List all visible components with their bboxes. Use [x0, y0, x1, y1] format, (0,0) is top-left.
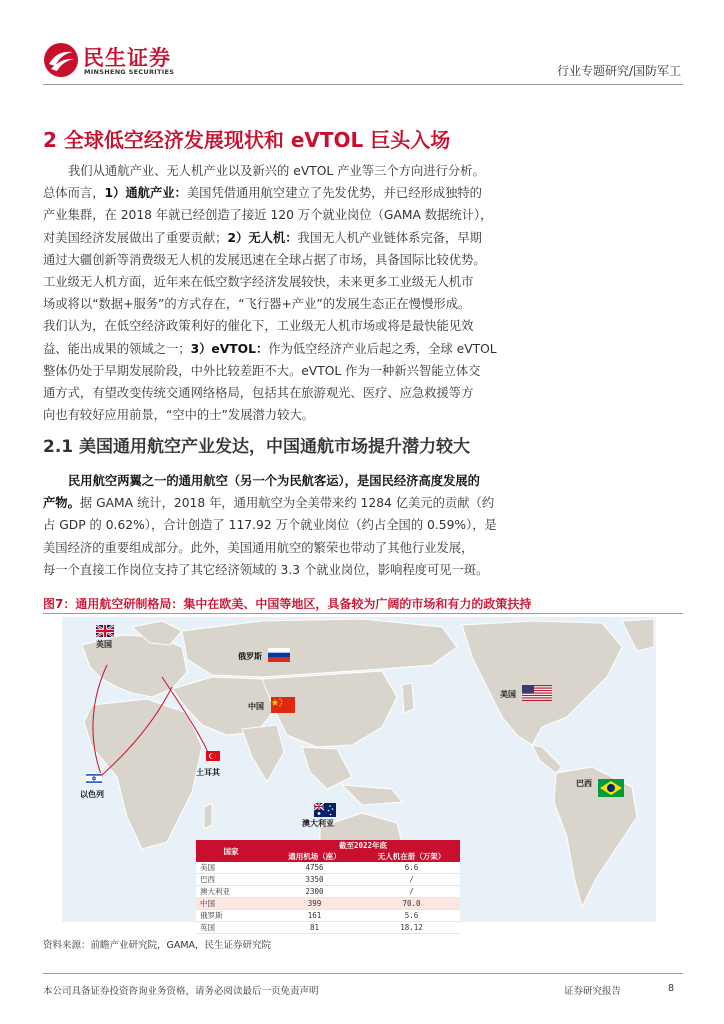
paragraph-line: 占 GDP 的 0.62%），合计创造了 117.92 万个就业岗位（约占全国的 0.59%），是: [43, 518, 497, 533]
paragraph-line: 工业级无人机方面，近年来在低空数字经济发展较快，未来更多工业级无人机市: [43, 275, 474, 290]
table-cell-country: 澳大利亚: [196, 886, 266, 898]
table-cell-airports: 4756: [266, 862, 363, 874]
figure-source: 资料来源：前瞻产业研究院，GAMA，民生证券研究院: [43, 940, 272, 951]
paragraph-line: 我们从通航产业、无人机产业以及新兴的 eVTOL 产业等三个方向进行分析。: [68, 164, 485, 178]
table-row: [196, 922, 460, 934]
paragraph-line: 通过大疆创新等消费级无人机的发展迅速在全球占据了市场，具备国际比较优势。: [43, 252, 486, 267]
logo-chinese-name: 民生证券: [83, 46, 171, 70]
paragraph-line: 对美国经济发展做出了重要贡献；2）无人机：我国无人机产业链体系完备，早期: [43, 230, 482, 245]
paragraph-line: 我们认为，在低空经济政策利好的催化下，工业级无人机市场或将是最快能见效: [43, 319, 474, 334]
table-row: [196, 886, 460, 898]
label-australia: 澳大利亚: [302, 819, 334, 828]
logo-english-name: MINSHENG SECURITIES: [84, 68, 175, 76]
minsheng-logo-icon: [43, 42, 79, 78]
table-cell-drones: /: [363, 886, 460, 898]
paragraph-line: 总体而言，1）通航产业：美国凭借通用航空建立了先发优势，并已经形成独特的: [43, 186, 482, 201]
table-cell-drones: 5.6: [363, 910, 460, 922]
page-number: 8: [668, 983, 675, 994]
israel-flag-icon: [86, 773, 102, 784]
table-cell-drones: 6.6: [363, 862, 460, 874]
paragraph-line: 整体仍处于早期发展阶段，中外比较差距不大。eVTOL 作为一种新兴智能立体交: [43, 363, 481, 378]
header-divider: [43, 84, 683, 85]
table-cell-country: 英国: [196, 922, 266, 934]
page-header: [43, 40, 683, 86]
australia-flag-icon: [314, 803, 336, 817]
paragraph-line: 民用航空两翼之一的通用航空（另一个为民航客运），是国民经济高度发展的: [68, 474, 480, 488]
section-2-paragraph: [43, 470, 683, 581]
paragraph-line: 场或将以“数据+服务”的方式存在，“飞行器+产业”的发展生态正在慢慢形成。: [43, 297, 471, 312]
footer-divider: [43, 973, 683, 974]
usa-flag-icon: [522, 685, 552, 701]
turkey-flag-icon: [206, 751, 220, 761]
table-row: [196, 874, 460, 886]
table-cell-airports: 161: [266, 910, 363, 922]
figure-title: 图7：通用航空研制格局：集中在欧美、中国等地区，具备较为广阔的市场和有力的政策扶持: [43, 597, 532, 611]
label-turkey: 土耳其: [196, 768, 220, 777]
table-row: [196, 862, 460, 874]
table-header-country: 国家: [196, 840, 266, 862]
label-brazil: 巴西: [576, 779, 592, 788]
section-1-paragraph: [43, 160, 683, 426]
label-israel: 以色列: [80, 790, 104, 799]
section-title: 2 全球低空经济发展现状和 eVTOL 巨头入场: [43, 128, 451, 152]
table-cell-country: 中国: [196, 898, 266, 910]
table-cell-country: 巴西: [196, 874, 266, 886]
figure-divider: [43, 613, 683, 614]
russia-flag-icon: [268, 648, 290, 662]
company-logo: [43, 40, 223, 80]
china-flag-icon: [271, 697, 295, 713]
airport-drone-table: [196, 840, 460, 934]
table-row-highlighted: [196, 898, 460, 910]
table-cell-country: 俄罗斯: [196, 910, 266, 922]
table-row: [196, 910, 460, 922]
table-cell-airports: 81: [266, 922, 363, 934]
label-usa: 美国: [500, 690, 516, 699]
table-cell-airports: 3350: [266, 874, 363, 886]
label-uk: 英国: [96, 640, 112, 649]
table-cell-drones: /: [363, 874, 460, 886]
brazil-flag-icon: [598, 779, 624, 797]
table-cell-drones: 70.0: [363, 898, 460, 910]
table-header-drones: 无人机在册（万架）: [363, 851, 460, 862]
label-russia: 俄罗斯: [238, 652, 262, 661]
paragraph-line: 每一个直接工作岗位支持了其它经济领域的 3.3 个就业岗位，影响程度可见一斑。: [43, 562, 489, 577]
subsection-title: 2.1 美国通用航空产业发达，中国通航市场提升潜力较大: [43, 437, 471, 457]
table-cell-country: 美国: [196, 862, 266, 874]
paragraph-line: 产业集群，在 2018 年就已经创造了接近 120 万个就业岗位（GAMA 数据统计），: [43, 208, 493, 223]
paragraph-line: 美国经济的重要组成部分。此外，美国通用航空的繁荣也带动了其他行业发展，: [43, 540, 474, 555]
paragraph-line: 产物。据 GAMA 统计，2018 年，通用航空为全美带来约 1284 亿美元的贡献（约: [43, 496, 495, 511]
table-cell-drones: 18.12: [363, 922, 460, 934]
paragraph-line: 通方式，有望改变传统交通网络格局，包括其在旅游观光、医疗、应急救援等方: [43, 386, 474, 401]
label-china: 中国: [248, 702, 264, 711]
table-cell-airports: 2300: [266, 886, 363, 898]
report-category: 行业专题研究/国防军工: [556, 64, 681, 78]
footer-report-type: 证券研究报告: [564, 986, 622, 997]
table-cell-airports: 399: [266, 898, 363, 910]
table-header-group: 截至2022年底: [266, 840, 460, 851]
table-header-airports: 通用机场（座）: [266, 851, 363, 862]
paragraph-line: 向也有较好应用前景，“空中的士”发展潜力较大。: [43, 408, 314, 423]
footer-disclaimer: 本公司具备证券投资咨询业务资格，请务必阅读最后一页免责声明: [43, 986, 319, 997]
paragraph-line: 益、能出成果的领域之一；3）eVTOL：作为低空经济产业后起之秀，全球 eVTOL: [43, 341, 497, 356]
uk-flag-icon: [96, 625, 114, 637]
